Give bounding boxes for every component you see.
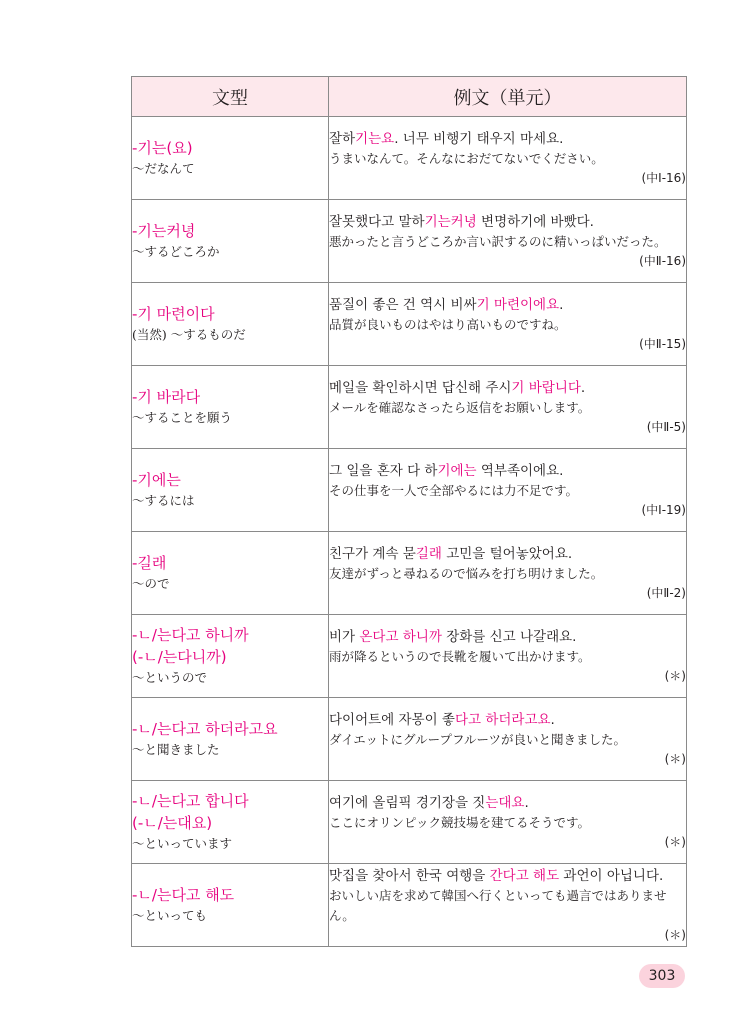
japanese-translation: 友達がずっと尋ねるので悩みを打ち明けました。 (329, 566, 604, 581)
example-cell (329, 449, 687, 532)
pattern-cell (132, 200, 329, 283)
example-cell (329, 781, 687, 864)
source-unit: (中Ⅰ-16) (641, 171, 686, 185)
pattern-meaning: ～といっても (132, 908, 208, 923)
korean-example (329, 378, 686, 398)
korean-example-text-end: . 너무 비행기 태우지 마세요. (394, 131, 564, 147)
source-unit: (中Ⅱ-5) (646, 420, 686, 434)
japanese-translation: おいしい店を求めて韓国へ行くといっても過言ではありません。 (329, 888, 667, 923)
japanese-translation: 悪かったと言うどころか言い訳するのに精いっぱいだった。 (329, 234, 667, 249)
pattern-meaning: ～といっています (132, 836, 233, 851)
korean-example (329, 710, 686, 730)
grammar-pattern: -ㄴ/는다고 하니까 (132, 626, 249, 644)
korean-example-highlight: 기 마련이에요 (476, 297, 560, 313)
korean-example-highlight: 기는요 (355, 131, 395, 147)
pattern-meaning: ～することを願う (132, 410, 233, 425)
korean-example-text: 비가 (329, 629, 360, 645)
table-row (132, 283, 687, 366)
grammar-table (131, 76, 687, 947)
korean-example-highlight: 다고 하더라고요 (454, 712, 551, 728)
japanese-translation: 品質が良いものはやはり高いものですね。 (329, 317, 567, 332)
pattern-cell (132, 449, 329, 532)
grammar-pattern-alt: (-ㄴ/는대요) (132, 814, 213, 832)
table-row (132, 864, 687, 947)
pattern-meaning: ～というので (132, 670, 208, 685)
example-cell (329, 283, 687, 366)
grammar-pattern: -길래 (132, 554, 167, 572)
table-header-row (132, 77, 687, 117)
grammar-pattern: -ㄴ/는다고 합니다 (132, 792, 249, 810)
pattern-meaning: ～するどころか (132, 244, 220, 259)
japanese-translation: ダイエットにグループフルーツが良いと聞きました。 (329, 732, 627, 747)
example-cell (329, 615, 687, 698)
korean-example (329, 866, 686, 886)
korean-example-highlight: 길래 (415, 546, 442, 562)
example-cell (329, 200, 687, 283)
pattern-meaning: ～ので (132, 576, 170, 591)
korean-example-highlight: 기는커녕 (424, 214, 477, 230)
pattern-meaning: (当然) ～するものだ (132, 327, 246, 342)
korean-example (329, 129, 686, 149)
grammar-pattern: -기는커녕 (132, 222, 196, 240)
example-cell (329, 532, 687, 615)
table-row (132, 449, 687, 532)
korean-example-text: 맛집을 찾아서 한국 여행을 (329, 868, 490, 884)
source-unit: (中Ⅱ-16) (639, 254, 686, 268)
page-number: 303 (639, 964, 685, 988)
grammar-pattern-alt: (-ㄴ/는다니까) (132, 648, 227, 666)
japanese-translation: うまいなんて。そんなにおだてないでください。 (329, 151, 604, 166)
korean-example-text: 친구가 계속 묻 (329, 546, 416, 562)
pattern-meaning: ～だなんて (132, 161, 195, 176)
korean-example-highlight: 기에는 (437, 463, 477, 479)
korean-example-highlight: 는대요 (485, 795, 525, 811)
source-unit: (中Ⅱ-15) (639, 337, 686, 351)
korean-example-text: 다이어트에 자몽이 좋 (329, 712, 455, 728)
korean-example-text: 그 일을 혼자 다 하 (329, 463, 438, 479)
example-cell (329, 698, 687, 781)
source-unit: (中Ⅱ-2) (646, 586, 686, 600)
korean-example-text: 메일을 확인하시면 답신해 주시 (329, 380, 512, 396)
pattern-cell (132, 366, 329, 449)
pattern-cell (132, 117, 329, 200)
japanese-translation: その仕事を一人で全部やるには力不足です。 (329, 483, 579, 498)
korean-example-text-end: . (559, 297, 564, 313)
table-row (132, 781, 687, 864)
source-unit: (中Ⅰ-19) (641, 503, 686, 517)
korean-example-highlight: 기 바랍니다 (511, 380, 581, 396)
korean-example-text-end: 과언이 아닙니다. (559, 868, 664, 884)
source-unit: (＊) (664, 669, 686, 683)
source-unit: (＊) (664, 928, 686, 942)
korean-example (329, 461, 686, 481)
korean-example (329, 793, 686, 813)
table-row (132, 117, 687, 200)
source-unit: (＊) (664, 752, 686, 766)
korean-example-text-end: . (550, 712, 555, 728)
korean-example (329, 627, 686, 647)
pattern-cell (132, 781, 329, 864)
table-row (132, 366, 687, 449)
grammar-pattern: -ㄴ/는다고 하더라고요 (132, 720, 278, 738)
grammar-pattern: -ㄴ/는다고 해도 (132, 886, 235, 904)
japanese-translation: 雨が降るというので長靴を履いて出かけます。 (329, 649, 591, 664)
korean-example (329, 295, 686, 315)
example-cell (329, 864, 687, 947)
korean-example-highlight: 온다고 하니까 (359, 629, 442, 645)
korean-example-text-end: 역부족이에요. (476, 463, 564, 479)
korean-example-text-end: 고민을 털어놓았어요. (441, 546, 573, 562)
pattern-meaning: ～するには (132, 493, 195, 508)
korean-example (329, 544, 686, 564)
table-row (132, 698, 687, 781)
example-cell (329, 366, 687, 449)
table-row (132, 532, 687, 615)
header-pattern: 文型 (132, 77, 329, 117)
korean-example-highlight: 간다고 해도 (489, 868, 560, 884)
example-cell (329, 117, 687, 200)
grammar-pattern: -기 바라다 (132, 388, 201, 406)
table-row (132, 200, 687, 283)
grammar-pattern: -기에는 (132, 471, 181, 489)
pattern-cell (132, 615, 329, 698)
pattern-cell (132, 283, 329, 366)
korean-example-text-end: . (524, 795, 529, 811)
pattern-meaning: ～と聞きました (132, 742, 220, 757)
source-unit: (＊) (664, 835, 686, 849)
header-example: 例文（単元） (329, 77, 687, 117)
korean-example-text: 잘하 (329, 131, 356, 147)
korean-example-text: 잘못했다고 말하 (329, 214, 425, 230)
korean-example-text-end: . (580, 380, 586, 396)
grammar-pattern: -기는(요) (132, 139, 193, 157)
korean-example-text: 여기에 올림픽 경기장을 짓 (329, 795, 486, 811)
korean-example (329, 212, 686, 232)
japanese-translation: メールを確認なさったら返信をお願いします。 (329, 400, 591, 415)
grammar-pattern: -기 마련이다 (132, 305, 215, 323)
japanese-translation: ここにオリンピック競技場を建てるそうです。 (329, 815, 591, 830)
table-row (132, 615, 687, 698)
pattern-cell (132, 864, 329, 947)
korean-example-text: 품질이 좋은 건 역시 비싸 (329, 297, 477, 313)
korean-example-text-end: 장화를 신고 나갈래요. (441, 629, 577, 645)
pattern-cell (132, 698, 329, 781)
pattern-cell (132, 532, 329, 615)
korean-example-text-end: 변명하기에 바빴다. (476, 214, 594, 230)
